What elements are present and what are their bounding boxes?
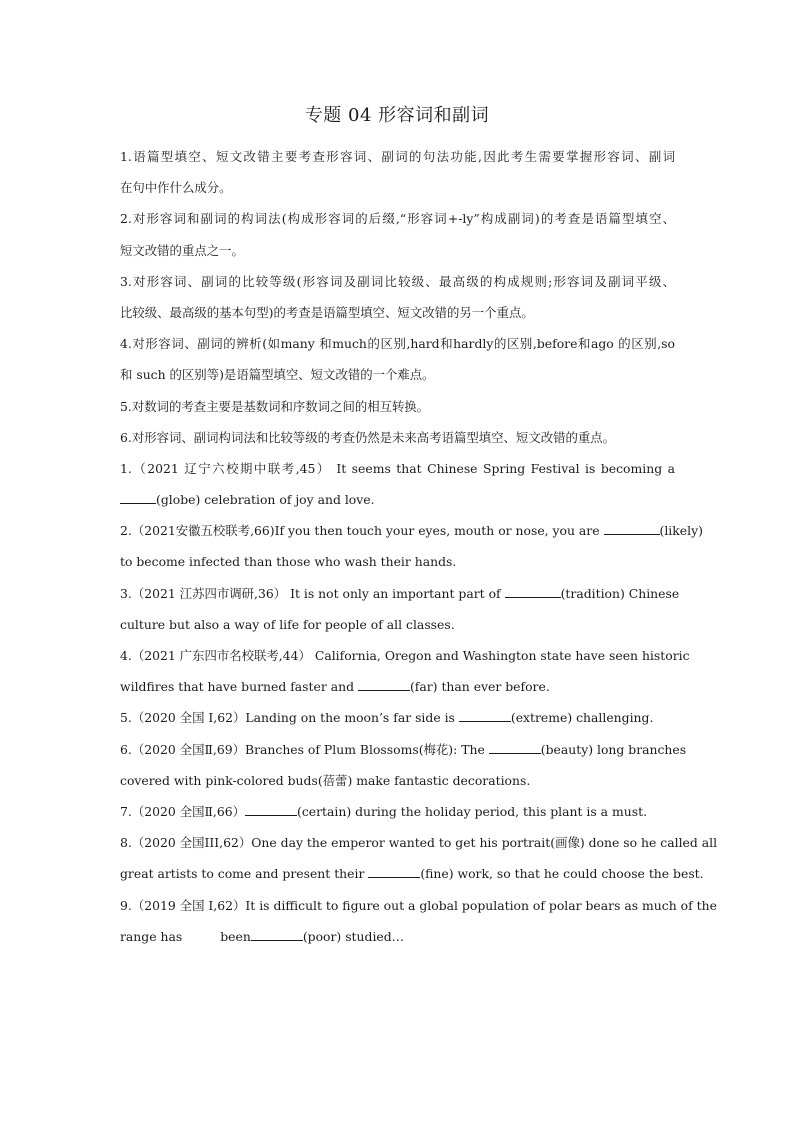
question-text: 6.（2020 全国Ⅱ,69）Branches of Plum Blossoms(梅花): The [120,741,489,757]
question-9-line-1: 9.（2019 全国 I,62）It is difficult to figure out a global population of polar bears as much of the [120,897,717,913]
answer-blank[interactable] [604,521,660,535]
question-9-line-2 [120,921,675,952]
question-5 [120,702,675,733]
intro-4-line-1: 4.对形容词、副词的辨析(如many 和much的区别,hard和hardly的区别,before和ago 的区别,so [120,336,675,352]
question-7 [120,796,675,827]
question-text: been [220,928,251,944]
intro-1-line-1: 1.语篇型填空、短文改错主要考查形容词、副词的句法功能,因此考生需要掌握形容词、副词 [120,149,675,164]
intro-2-line-1: 2.对形容词和副词的构词法(构成形容词的后缀,“形容词+-ly”构成副词)的考查是语篇型填空、 [120,211,675,227]
intro-3-line-2: 比较级、最高级的基本句型)的考查是语篇型填空、短文改错的另一个重点。 [120,304,534,320]
question-text: (globe) celebration of joy and love. [156,492,375,508]
question-text: (tradition) Chinese [560,585,680,601]
answer-blank[interactable] [358,677,410,691]
question-text: 2.（2021安徽五校联考,66)If you then touch your eyes, mouth or nose, you are [120,523,604,539]
answer-blank[interactable] [245,802,297,816]
question-1-line-1: 1.（2021 辽宁六校期中联考,45） It seems that Chinese Spring Festival is becoming a [120,460,675,476]
intro-3-line-1: 3.对形容词、副词的比较等级(形容词及副词比较级、最高级的构成规则;形容词及副词平级、 [120,273,675,289]
question-text: great artists to come and present their [120,866,369,882]
question-text: (extreme) challenging. [510,710,654,726]
question-2-line-1 [120,515,703,546]
question-text: (fine) work, so that he could choose the best. [420,866,704,882]
answer-blank[interactable] [120,490,156,504]
question-text: (certain) during the holiday period, this plant is a must. [296,803,648,819]
question-3-line-1 [120,578,680,609]
question-text: range has [120,928,183,944]
intro-1-line-2: 在句中作什么成分。 [120,180,232,196]
question-text: 5.（2020 全国 I,62）Landing on the moon’s far side is [120,710,459,726]
question-4-line-2 [120,671,675,702]
question-text: 3.（2021 江苏四市调研,36） It is not only an important part of [120,585,505,601]
intro-2-line-2: 短文改错的重点之一。 [120,242,244,258]
intro-4-line-2: 和 such 的区别等)是语篇型填空、短文改错的一个难点。 [120,367,435,383]
page-title: 专题 04 形容词和副词 [304,105,490,126]
question-text: wildfires that have burned faster and [120,679,358,695]
document-body [120,141,718,952]
question-3-line-2: culture but also a way of life for people of all classes. [120,616,455,632]
answer-blank[interactable] [251,927,303,941]
answer-blank[interactable] [505,584,561,598]
question-text: (far) than ever before. [409,679,550,695]
question-text: (beauty) long branches [540,741,687,757]
answer-blank[interactable] [459,708,511,722]
question-2-line-2: to become infected than those who wash their hands. [120,554,457,570]
question-6-line-2: covered with pink-colored buds(蓓蕾) make fantastic decorations. [120,772,531,788]
question-text: (poor) studied… [302,928,405,944]
answer-blank[interactable] [489,740,541,754]
question-8-line-2 [120,858,704,889]
intro-6: 6.对形容词、副词构词法和比较等级的考查仍然是未来高考语篇型填空、短文改错的重点。 [120,429,616,445]
question-text: (likely) [659,523,703,539]
question-text: 7.（2020 全国Ⅱ,66） [120,803,245,819]
intro-5: 5.对数词的考查主要是基数词和序数词之间的相互转换。 [120,398,430,414]
answer-blank[interactable] [368,864,420,878]
question-1-line-2 [120,484,675,515]
question-6-line-1 [120,734,687,765]
question-4-line-1: 4.（2021 广东四市名校联考,44） California, Oregon and Washington state have seen historic [120,648,690,663]
question-8-line-1: 8.（2020 全国III,62）One day the emperor wanted to get his portrait(画像) done so he called all [120,835,718,851]
